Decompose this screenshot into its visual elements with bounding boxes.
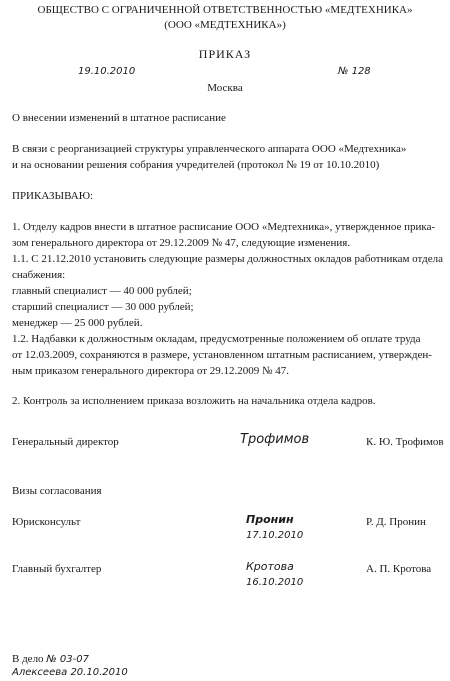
visa-signature-legal: Пронин <box>246 513 294 526</box>
visa-position-accountant: Главный бухгалтер <box>12 563 102 575</box>
filing-signature: Алексеева <box>12 667 68 678</box>
order-subject: О внесении изменений в штатное расписание <box>12 112 226 124</box>
visas-heading: Визы согласования <box>12 485 102 497</box>
order-word: ПРИКАЗЫВАЮ: <box>12 190 94 202</box>
director-position: Генеральный директор <box>12 436 119 448</box>
director-name: К. Ю. Трофимов <box>366 436 444 448</box>
preamble-line-1: В связи с реорганизацией структуры управленческого аппарата ООО «Медтехника» <box>12 143 407 155</box>
visa-date-legal: 17.10.2010 <box>246 530 304 541</box>
visa-name-legal: Р. Д. Пронин <box>366 516 426 528</box>
preamble-line-2: и на основании решения собрания учредителей (протокол № 19 от 10.10.2010) <box>12 159 380 171</box>
filing-number: № 03-07 <box>46 654 89 665</box>
city: Москва <box>207 82 243 94</box>
item-line-9: от 12.03.2009, сохраняются в размере, установленном штатным расписанием, утвержден- <box>12 349 432 361</box>
item-line-3: 1.1. С 21.12.2010 установить следующие размеры должностных окладов работникам отдела <box>12 253 444 265</box>
item-line-7: менеджер — 25 000 рублей. <box>12 317 143 329</box>
order-number: № 128 <box>338 66 371 77</box>
visa-name-accountant: А. П. Кротова <box>366 563 432 575</box>
org-name-line1: ОБЩЕСТВО С ОГРАНИЧЕННОЙ ОТВЕТСТВЕННОСТЬЮ «МЕДТЕХНИКА» <box>37 4 413 16</box>
item-line-4: снабжения: <box>12 269 66 281</box>
item-line-1: 1. Отделу кадров внести в штатное расписание ООО «Медтехника», утвержденное прика- <box>12 221 436 233</box>
org-name-line2: (ООО «МЕДТЕХНИКА») <box>164 19 286 31</box>
director-signature: Трофимов <box>240 432 310 447</box>
item-line-8: 1.2. Надбавки к должностным окладам, предусмотренные положением об оплате труда <box>12 333 421 345</box>
item-line-2: зом генерального директора от 29.12.2009 № 47, следующие изменения. <box>12 237 351 249</box>
visa-date-accountant: 16.10.2010 <box>246 577 304 588</box>
document-title: ПРИКАЗ <box>198 47 252 61</box>
visa-signature-accountant: Кротова <box>246 560 294 573</box>
item-line-5: главный специалист — 40 000 рублей; <box>12 285 192 297</box>
item-line-6: старший специалист — 30 000 рублей; <box>12 301 194 313</box>
filing-date: 20.10.2010 <box>70 667 128 678</box>
filing-label <box>12 653 89 665</box>
visa-position-legal: Юрисконсульт <box>12 516 81 528</box>
control-clause: 2. Контроль за исполнением приказа возложить на начальника отдела кадров. <box>12 395 376 407</box>
order-date: 19.10.2010 <box>78 66 136 77</box>
item-line-10: ным приказом генерального директора от 29.12.2009 № 47. <box>12 365 289 377</box>
filing-signature-line <box>12 667 128 678</box>
filing-label-text: В дело <box>12 653 44 665</box>
